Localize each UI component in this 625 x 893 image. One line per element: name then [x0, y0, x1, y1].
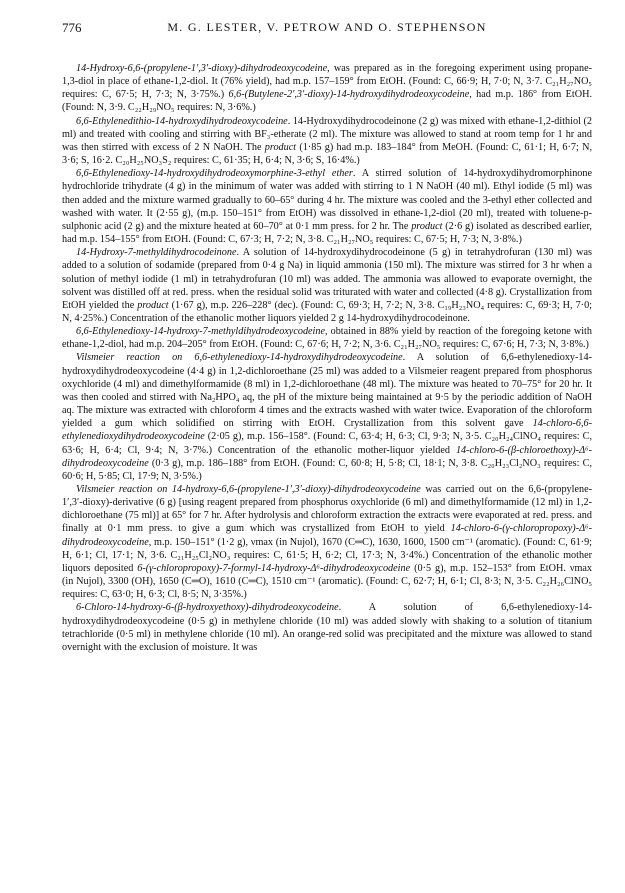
- text-run: (1·67 g), m.p. 226–228° (dec). (Found: C, 69·3; H, 7·2; N, 3·8. C₁₉H₂₃NO₄ requires: C, 69·3; H, 7·0; N, 4·25%.) Concentration of the ethanolic mother liquors yielded 2 g 14-hydroxydihydrocodeinone.: [62, 299, 593, 324]
- text-run: , m.p. 150–151° (1·2 g), νmax (in Nujol), 1670 (C═C), 1630, 1600, 1500 cm⁻¹ (aromatic). (Found: C, 61·9; H, 6·1; Cl, 17·1; N, 3·6. C₂₁H₂₅Cl₂NO₃ requires: C, 61·5; H, 6·2; Cl, 17·3; N, 3·4%.) Concentration of the ethanolic mother liquors deposited: [62, 536, 592, 574]
- paragraph: [62, 601, 592, 654]
- italic-text: 6,6-Ethylenedithio-14-hydroxydihydrodeoxycodeine: [76, 115, 288, 127]
- text-run: , obtained in 88% yield by reaction of the foregoing ketone with ethane-1,2-diol, had m.p. 204–205° from EtOH. (Found: C, 67·6; H, 7·2; N, 3·6. C₂₁H₂₇NO₅ requires: C, 67·6; H, 7·3; N, 3·8%.): [62, 326, 592, 351]
- text-run: , had m.p. 186° from EtOH. (Found: N, 3·9. C₂₂H₂₉NO₅ requires: N, 3·6%.): [62, 89, 592, 114]
- text-run: (1·85 g) had m.p. 183–184° from MeOH. (Found: C, 61·1; H, 6·7; N, 3·6; S, 16·2. C₂₀H₂₅NO₃S₂ requires: C, 61·35; H, 6·4; N, 3·6; S, 16·4%.): [62, 141, 593, 167]
- running-head: M. G. LESTER, V. PETROW AND O. STEPHENSON: [167, 20, 487, 34]
- italic-text: product: [264, 141, 297, 153]
- italic-text: Vilsmeier reaction on 14-hydroxy-6,6-(propylene-1′,3′-dioxy)-dihydrodeoxycodeine: [76, 484, 421, 495]
- text-run: . A solution of 6,6-ethylenedioxy-14-hydroxydihydrodeoxycodeine (4·4 g) in 1,2-dichloroethane (25 ml) was added to a Vilsmeier reagent prepared from phosphorus oxychloride (4 ml) and dimethylformamide (8 ml) in 1,2-dichloroethane (48 ml). The mixture was heated to 70–75° for 20 hr. It was then cooled and stirred with Na₂HPO₄ aq, the pH of the mixture being maintained at 9·5 by the periodic addition of NaOH aq. The mixture was extracted with chloroform 4 times and the extracts washed with water twice. Evaporation of the chloroform yielded a gum which solidified on stirring with EtOH. Crystallization from this solvent gave: [62, 352, 592, 430]
- text-run: (2·6 g) isolated as described earlier, had m.p. 154–155° from EtOH. (Found: C, 67·3; H, 7·2; N, 3·8. C₂₁H₂₇NO₅ requires: C, 67·5; H, 7·3; N, 3·8%.): [62, 220, 592, 246]
- paragraph: [62, 325, 592, 351]
- text-run: was carried out on the 6,6-(propylene-1′,3′-dioxy)-derivative (6 g) [using reagent prepared from phosphorus oxychloride (6 ml) and dimethylformamide (12 ml) in 1,2-dichloroethane (75 ml)] at 65° for 7 hr. After hydrolysis and chloroform extraction the extracts were evaporated at red. press. and finally at 0·1 mm press. to give a gum which was crystallized from EtOH to yield: [62, 484, 592, 535]
- paragraph: [62, 351, 592, 483]
- paragraph: [62, 62, 592, 115]
- text-run: (2·05 g), m.p. 156–158°. (Found: C, 63·4; H, 6·3; Cl, 9·3; N, 3·5. C₂₀H₂₄ClNO₄ requires: C, 63·6; H, 6·4; Cl, 9·4; N, 3·7%.) Concentration of the ethanolic mother-liquor yielded: [62, 431, 592, 456]
- paragraph: [62, 115, 592, 168]
- italic-text: 6,6-Ethylenedioxy-14-hydroxydihydrodeoxymorphine-3-ethyl ether: [76, 168, 353, 180]
- italic-text: 14-chloro-6-(γ-chloropropoxy)-Δ⁶-dihydrodeoxycodeine: [62, 523, 592, 548]
- text-run: (0·3 g), m.p. 186–188° from EtOH. (Found: C, 60·8; H, 5·8; Cl, 18·1; N, 3·8. C₂₀H₂₃Cl₂NO₃ requires: C, 60·6; H, 5·85; Cl, 17·9; N, 3·5%.): [62, 457, 592, 482]
- italic-text: 14-Hydroxy-6,6-(propylene-1′,3′-dioxy)-dihydrodeoxycodeine: [76, 63, 328, 74]
- paragraph: [62, 483, 592, 601]
- text-run: . A solution of 6,6-ethylenedioxy-14-hydroxydihydrodeoxycodeine (0·5 g) in methylene chloride (10 ml) was added slowly with shaking to a solution of titanium tetrachloride (0·5 ml) in methylene chloride (10 ml). An orange-red solid was precipitated and the mixture was allowed to stand overnight with the exclusion of moisture. It was: [62, 602, 592, 653]
- italic-text: product: [411, 220, 443, 232]
- text-run: , was prepared as in the foregoing experiment using propane-1,3-diol in place of ethane-1,2-diol. It (76% yield), had m.p. 157–159° from EtOH. (Found: C, 66·9; H, 7·0; N, 3·7. C₂₁H₂₇NO₅ requires: C, 67·5; H, 7·3; N, 3·75%.): [62, 63, 592, 101]
- italic-text: 6,6-(Butylene-2′,3′-dioxy)-14-hydroxydihydrodeoxycodeine: [228, 89, 470, 101]
- text-run: . A solution of 14-hydroxydihydrocodeinone (5 g) in tetrahydrofuran (130 ml) was added to a solution of sodamide (prepared from 0·4 g Na) in liquid ammonia (150 ml). The mixture was stirred for 3 hr when a solution of methyl iodide (1 ml) in tetrahydrofuran (10 ml) was added. The ammonia was allowed to evaporate overnight, the solvent was distilled off at red. press. when the residual solid was triturated with water and collected (4·8 g). Crystallization from EtOH yielded the: [62, 247, 592, 311]
- text-run: . 14-Hydroxydihydrocodeinone (2 g) was mixed with ethane-1,2-dithiol (2 ml) and treated with cooling and stirring with BF₃-etherate (2 ml). The mixture was allowed to stand at room temp for 1 hr and was then stirred with excess of 2 N NaOH. The: [62, 115, 592, 153]
- italic-text: 14-chloro-6,6-ethylenedioxydihydrodeoxycodeine: [62, 418, 592, 443]
- italic-text: product: [137, 299, 169, 311]
- article-body: [62, 62, 592, 654]
- italic-text: Vilsmeier reaction on 6,6-ethylenedioxy-14-hydroxydihydrodeoxycodeine: [76, 352, 403, 364]
- paragraph: [62, 167, 592, 246]
- text-run: (0·5 g), m.p. 152–153° from EtOH. νmax (in Nujol), 3300 (OH), 1650 (C═O), 1610 (C═C), 1510 cm⁻¹ (aromatic). (Found: C, 62·7; H, 6·1; Cl, 8·3; N, 3·5. C₂₂H₂₆ClNO₅ requires: C, 63·0; H, 6·3; Cl, 8·5; N, 3·35%.): [62, 562, 592, 601]
- italic-text: 6,6-Ethylenedioxy-14-hydroxy-7-methyldihydrodeoxycodeine: [76, 326, 326, 338]
- page-header: [62, 20, 592, 40]
- italic-text: 6-Chloro-14-hydroxy-6-(β-hydroxyethoxy)-dihydrodeoxycodeine: [76, 602, 339, 614]
- italic-text: 14-Hydroxy-7-methyldihydrocodeinone: [76, 247, 237, 259]
- journal-page: [62, 20, 592, 654]
- page-number: 776: [62, 20, 82, 35]
- italic-text: 14-chloro-6-(β-chloroethoxy)-Δ⁶-dihydrodeoxycodeine: [62, 444, 592, 469]
- text-run: . A stirred solution of 14-hydroxydihydromorphinone hydrochloride trihydrate (4 g) in the minimum of water was added with stirring to 1 N NaOH (40 ml). Ethyl iodide (5 ml) was then added and the mixture warmed gradually to 60–65° during 4 hr. The mixture was cooled and the 3-ethyl ether collected and washed with water. It (2·55 g), (m.p. 150–151° from EtOH) was dissolved in ethane-1,2-diol (20 ml), treated with toluene-p-sulphonic acid (2 g) and the mixture heated at 60–70° at 0·1 mm press. for 2 hr. The: [62, 168, 592, 232]
- paragraph: [62, 246, 592, 325]
- italic-text: 6-(γ-chloropropoxy)-7-formyl-14-hydroxy-Δ⁶-dihydrodeoxycodeine: [137, 562, 411, 574]
